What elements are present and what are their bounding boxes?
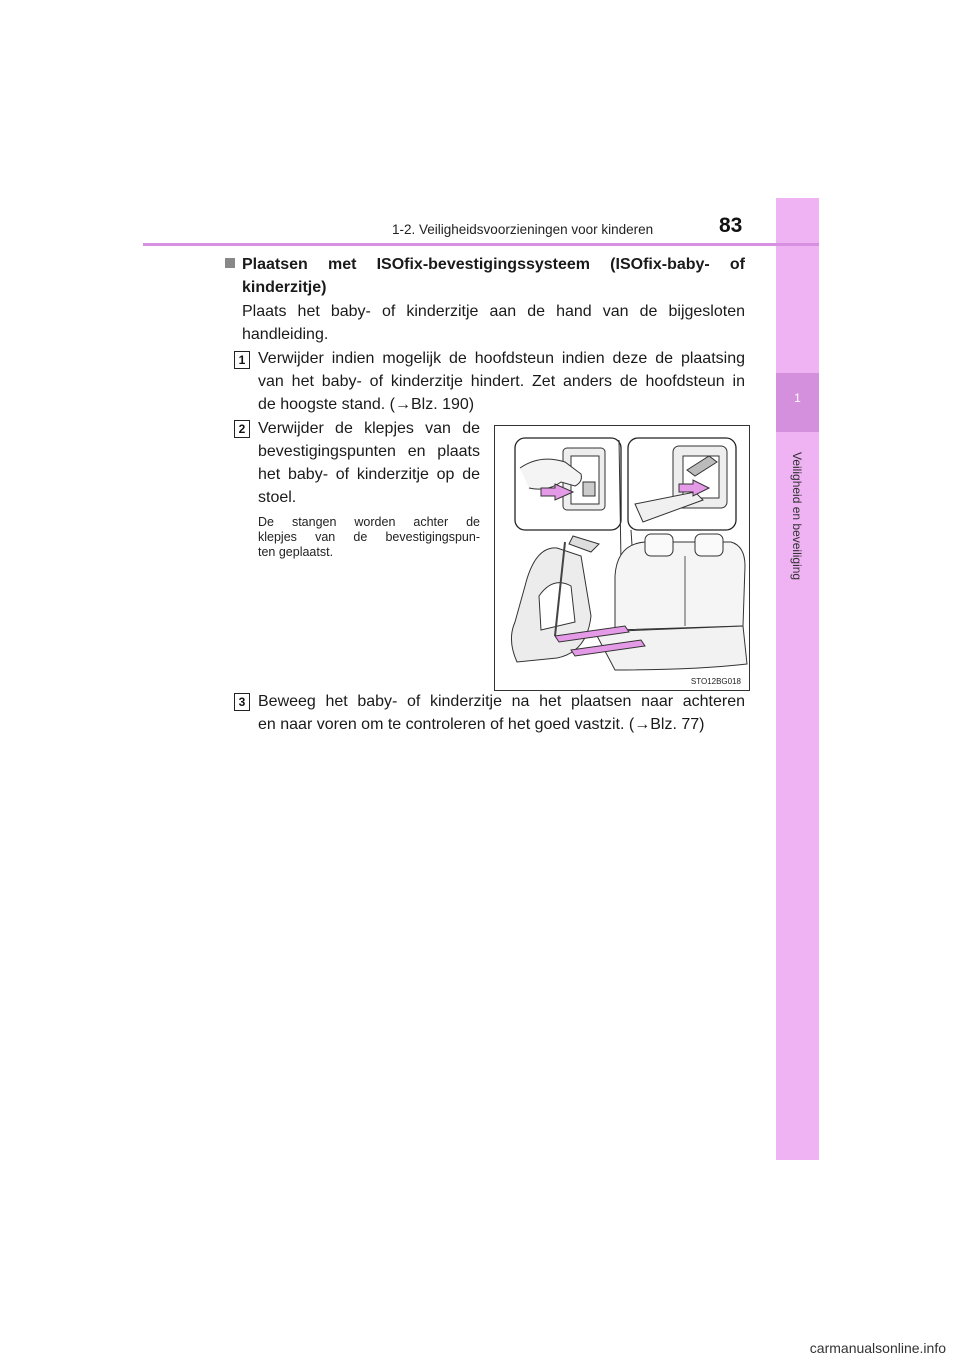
intro-paragraph	[242, 300, 745, 346]
isofix-drawing	[495, 426, 749, 690]
heading-line: kinderzitje)	[242, 279, 327, 296]
note-line: ten geplaatst.	[258, 545, 334, 559]
step-line: bevestigingspunten en plaats	[258, 443, 480, 460]
figure-code: STO12BG018	[690, 677, 741, 686]
note-line: De stangen worden achter de	[258, 515, 480, 529]
step-line: de hoogste stand. (→Blz. 190)	[258, 396, 475, 413]
isofix-illustration	[494, 425, 750, 691]
chapter-title: Veiligheid en beveiliging	[790, 452, 804, 581]
step-line: Verwijder indien mogelijk de hoofdsteun indien deze de plaatsing	[258, 350, 745, 367]
headrest	[645, 534, 673, 556]
headrest	[695, 534, 723, 556]
step-2-text	[258, 417, 480, 509]
step-line: en naar voren om te controleren of het goed vastzit. (→Blz. 77)	[258, 716, 705, 733]
step-3-text	[258, 690, 745, 736]
heading	[242, 253, 745, 299]
intro-line: Plaats het baby- of kinderzitje aan de hand van de bijgesloten	[242, 303, 745, 320]
step-line: stoel.	[258, 489, 297, 506]
step-number-badge: 2	[234, 420, 250, 438]
section-title: 1-2. Veiligheidsvoorzieningen voor kinderen	[392, 222, 654, 237]
step-line: het baby- of kinderzitje op de	[258, 466, 480, 483]
step-number-badge: 1	[234, 351, 250, 369]
page-number: 83	[719, 214, 743, 237]
heading-line: Plaatsen met ISOfix-bevestigingssysteem (ISOfix-baby- of	[242, 256, 745, 273]
header-rule	[143, 243, 819, 246]
note-line: klepjes van de bevestigingspun-	[258, 530, 480, 544]
watermark	[0, 1340, 960, 1356]
step-line: Verwijder de klepjes van de	[258, 420, 480, 437]
rear-seat-back	[615, 542, 745, 630]
step-2-note	[258, 515, 480, 560]
square-bullet-icon	[225, 258, 235, 268]
step-line: van het baby- of kinderzitje hindert. Zet anders de hoofdsteun in	[258, 373, 745, 390]
watermark-text: carmanualsonline.info	[809, 1340, 946, 1356]
step-number-badge: 3	[234, 693, 250, 711]
chapter-number: 1	[794, 391, 801, 405]
step-line: Beweeg het baby- of kinderzitje na het plaatsen naar achteren	[258, 693, 745, 710]
side-tab	[776, 198, 819, 1160]
intro-line: handleiding.	[242, 326, 329, 343]
step-1-text	[258, 347, 745, 416]
